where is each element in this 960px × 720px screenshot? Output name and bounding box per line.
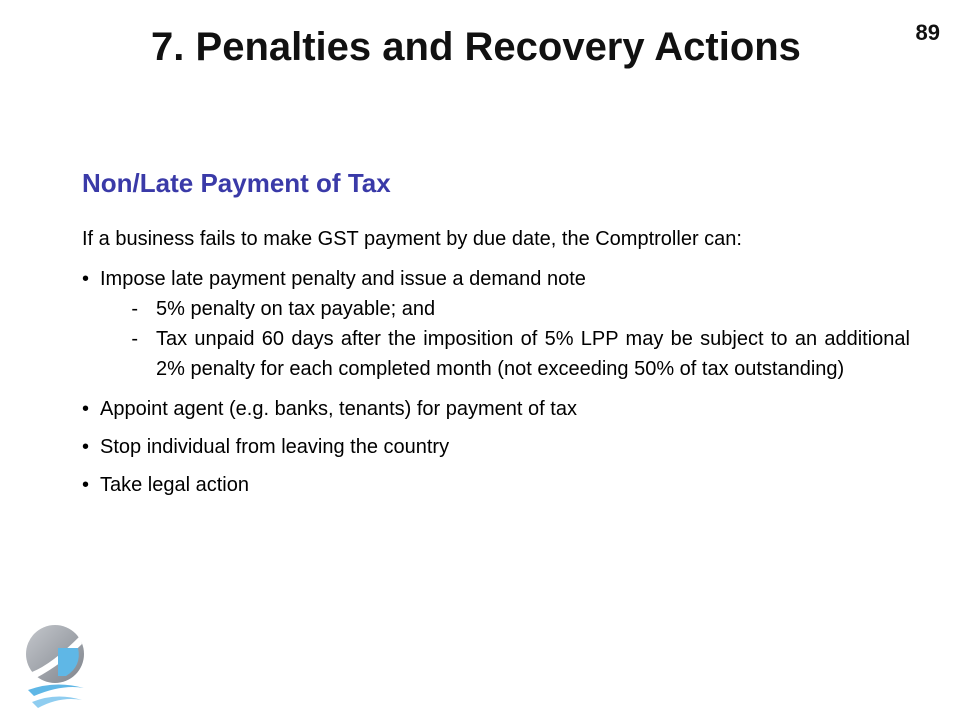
slide-content: [82, 224, 910, 500]
bullet-marker: •: [82, 436, 90, 458]
page-number: 89: [915, 20, 940, 45]
bullet-marker: •: [82, 398, 90, 420]
intro-text: If a business fails to make GST payment by due date, the Comptroller can:: [82, 228, 742, 250]
sub-list: [82, 294, 910, 384]
sub-item: [82, 294, 910, 324]
bullet-item: [82, 394, 910, 424]
sub-item-text: Tax unpaid 60 days after the imposition of 5% LPP may be subject to an additional 2% penalty for each completed month (not exceeding 50% of tax outstanding): [156, 328, 910, 380]
sub-item: [82, 324, 910, 384]
bullet-item: [82, 264, 910, 294]
dash-marker: -: [131, 298, 138, 320]
section-subtitle: Non/Late Payment of Tax: [82, 168, 391, 198]
sub-item-text: 5% penalty on tax payable; and: [156, 298, 436, 320]
dash-marker: -: [131, 328, 138, 350]
bullet-marker: •: [82, 474, 90, 496]
bullet-text: Stop individual from leaving the country: [100, 436, 450, 458]
bullet-marker: •: [82, 268, 90, 290]
bullet-text: Impose late payment penalty and issue a demand note: [100, 268, 586, 290]
bullet-text: Take legal action: [100, 474, 249, 496]
bullet-item: [82, 432, 910, 462]
iras-logo-icon: [22, 618, 88, 714]
slide-title: 7. Penalties and Recovery Actions: [151, 25, 801, 69]
bullet-text: Appoint agent (e.g. banks, tenants) for payment of tax: [100, 398, 577, 420]
bullet-item: [82, 470, 910, 500]
